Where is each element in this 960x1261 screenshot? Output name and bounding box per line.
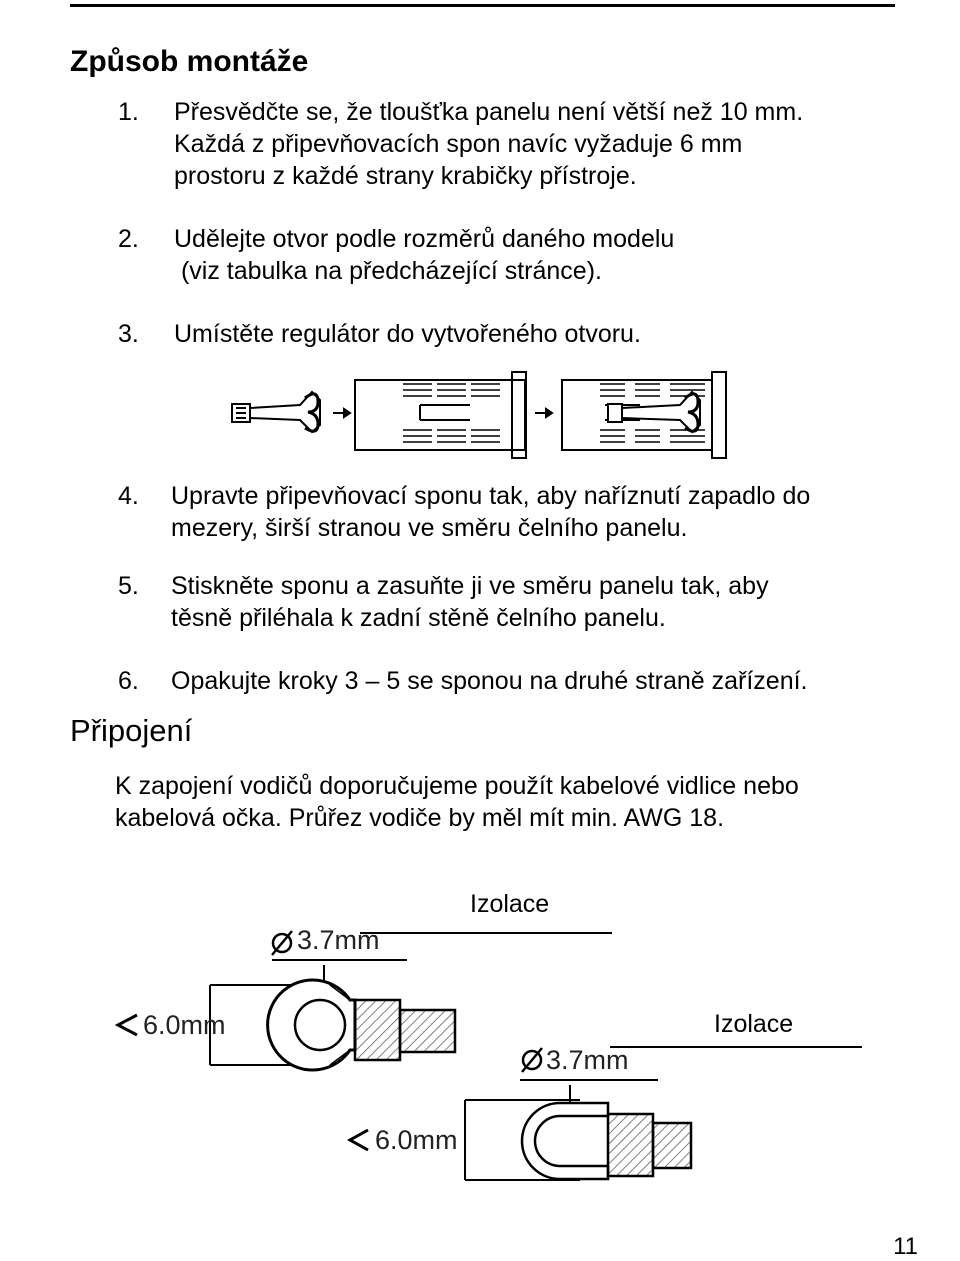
- fork-diameter-label: 3.7mm: [546, 1045, 629, 1075]
- diameter-symbol-icon: [272, 931, 292, 955]
- section-heading-connection: Připojení: [70, 713, 193, 748]
- step-1-line-1: Přesvědčte se, že tloušťka panelu není větší než 10 mm.: [174, 98, 804, 126]
- step-2-line-1: Udělejte otvor podle rozměrů daného modelu: [174, 225, 675, 253]
- less-than-symbol-icon: [118, 1015, 137, 1035]
- step-6-line-1: Opakujte kroky 3 – 5 se sponou na druhé straně zařízení.: [171, 667, 808, 695]
- connection-paragraph-line-1: K zapojení vodičů doporučujeme použít kabelové vidlice nebo: [115, 772, 799, 800]
- step-number: 1.: [118, 98, 139, 126]
- step-4-line-1: Upravte připevňovací sponu tak, aby naříznutí zapadlo do: [171, 482, 811, 510]
- step-5-line-2: těsně přiléhala k zadní stěně čelního panelu.: [171, 604, 666, 632]
- step-2-line-2: (viz tabulka na předcházející stránce).: [174, 257, 602, 285]
- controller-housing-with-clip-icon: [562, 372, 726, 458]
- step-5-line-1: Stiskněte sponu a zasuňte ji ve směru panelu tak, aby: [171, 572, 769, 600]
- ring-width-label: 6.0mm: [143, 1010, 226, 1040]
- step-number: 2.: [118, 225, 139, 253]
- fork-width-label: 6.0mm: [375, 1125, 458, 1155]
- fork-terminal-icon: [465, 1047, 862, 1180]
- top-rule: [70, 4, 895, 7]
- step-1-line-2: Každá z připevňovacích spon navíc vyžaduje 6 mm: [174, 130, 743, 158]
- connection-paragraph-line-2: kabelová očka. Průřez vodiče by měl mít min. AWG 18.: [115, 804, 725, 832]
- step-3-line-1: Umístěte regulátor do vytvořeného otvoru.: [174, 320, 641, 348]
- fork-insulation-label: Izolace: [714, 1010, 794, 1038]
- ring-diameter-label: 3.7mm: [297, 925, 380, 955]
- page-number: 11: [893, 1233, 918, 1260]
- step-number: 4.: [118, 482, 139, 510]
- diameter-symbol-icon: [522, 1048, 542, 1072]
- clip-left-icon: [232, 392, 320, 432]
- less-than-symbol-icon: [350, 1130, 368, 1150]
- step-number: 6.: [118, 667, 139, 695]
- ring-insulation-label: Izolace: [470, 890, 550, 918]
- section-heading-mounting: Způsob montáže: [70, 45, 309, 78]
- step-number: 5.: [118, 572, 139, 600]
- step-1-line-3: prostoru z každé strany krabičky přístroje.: [174, 162, 637, 190]
- controller-housing-icon: [355, 372, 526, 458]
- step-number: 3.: [118, 320, 139, 348]
- step-4-line-2: mezery, širší stranou ve směru čelního panelu.: [171, 514, 688, 542]
